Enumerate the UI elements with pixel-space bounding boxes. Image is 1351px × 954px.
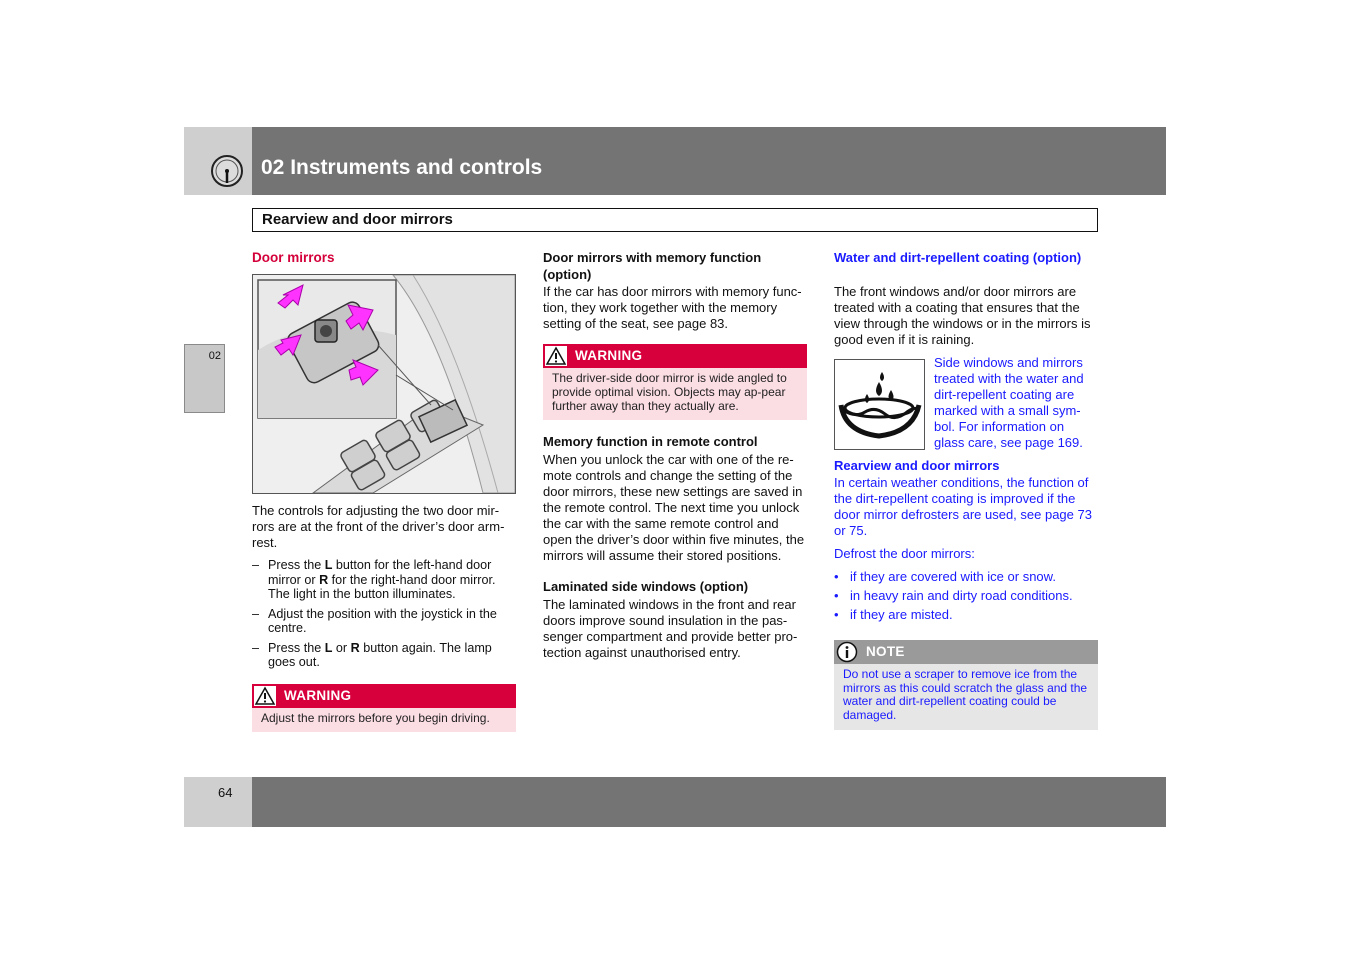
footer-bar — [252, 777, 1166, 827]
defrost-intro: Defrost the door mirrors: — [834, 546, 975, 561]
section-title: Rearview and door mirrors — [262, 211, 453, 228]
step-item: – Press the L button for the left-hand door mirror or R for the right-hand door mirror. The light in the button illuminates. — [252, 558, 514, 602]
rearview-mirrors-heading: Rearview and door mirrors — [834, 458, 1000, 473]
coating-side-text: Side windows and mirrors treated with the water and dirt-repellent coating are marked with a small sym-bol. For information on glass care, see page 169. — [934, 355, 1084, 450]
step-item: – Press the L or R button again. The lamp goes out. — [252, 641, 514, 670]
warning-triangle-icon — [254, 686, 276, 706]
warning-box-wide-angle — [543, 344, 807, 420]
warning-header — [543, 344, 807, 368]
step-item: – Adjust the position with the joystick in the centre. — [252, 607, 514, 636]
page-number: 64 — [218, 785, 233, 800]
steps-list — [252, 558, 514, 674]
mirror-controls-illustration — [252, 274, 516, 494]
laminated-windows-text: The laminated windows in the front and rear doors improve sound insulation in the pas-senger compartment and provide better pro-tection against unauthorised entry. — [543, 597, 798, 660]
warning-text: Adjust the mirrors before you begin driving. — [261, 711, 490, 725]
warning-triangle-icon — [545, 346, 567, 366]
defrost-item: • if they are misted. — [834, 607, 1098, 626]
defrost-item: • if they are covered with ice or snow. — [834, 569, 1098, 588]
defrost-list — [834, 569, 1098, 626]
info-icon — [836, 641, 858, 668]
warning-text: The driver-side door mirror is wide angled to provide optimal vision. Objects may ap-pear further away than they actually are. — [552, 371, 787, 413]
door-mirrors-heading: Door mirrors — [252, 250, 335, 265]
remote-control-text: When you unlock the car with one of the re-mote controls and change the setting of the door mirrors, these new settings are saved in the remote control. The next time you unlock the car with the same remote control and open the driver’s door within five minutes, the mirrors will assume their stored positions. — [543, 452, 805, 563]
remote-control-heading: Memory function in remote control — [543, 434, 758, 449]
warning-label: WARNING — [284, 688, 352, 703]
chapter-title: 02 Instruments and controls — [261, 156, 543, 179]
memory-function-heading: Door mirrors with memory function (option) — [543, 250, 762, 282]
note-header — [834, 640, 1098, 664]
laminated-windows-heading: Laminated side windows (option) — [543, 579, 749, 594]
intro-paragraph: The controls for adjusting the two door mir-rors are at the front of the driver’s door arm-rest. — [252, 503, 505, 550]
note-box — [834, 640, 1098, 730]
memory-function-text: If the car has door mirrors with memory func-tion, they work together with the memory setting of the seat, see page 83. — [543, 284, 802, 331]
rearview-mirrors-text: In certain weather conditions, the function of the dirt-repellent coating is improved if the door mirror defrosters are used, see page 73 or 75. — [834, 475, 1092, 538]
chapter-side-tab — [184, 344, 225, 413]
water-repellent-symbol-icon — [834, 359, 925, 450]
defrost-item: • in heavy rain and dirty road conditions. — [834, 588, 1098, 607]
note-text: Do not use a scraper to remove ice from the mirrors as this could scratch the glass and the water and dirt-repellent coating could be damaged. — [843, 667, 1088, 723]
section-title-box — [252, 208, 1098, 232]
warning-header — [252, 684, 516, 708]
coating-text: The front windows and/or door mirrors are treated with a coating that ensures that the view through the windows or in the mirrors is good even if it is raining. — [834, 284, 1091, 347]
note-label: NOTE — [866, 644, 905, 659]
warning-box-mirrors-adjust — [252, 684, 516, 732]
warning-label: WARNING — [575, 348, 643, 363]
side-tab-number: 02 — [208, 350, 221, 362]
coating-heading: Water and dirt-repellent coating (option) — [834, 250, 1082, 265]
gauge-icon — [210, 154, 244, 193]
